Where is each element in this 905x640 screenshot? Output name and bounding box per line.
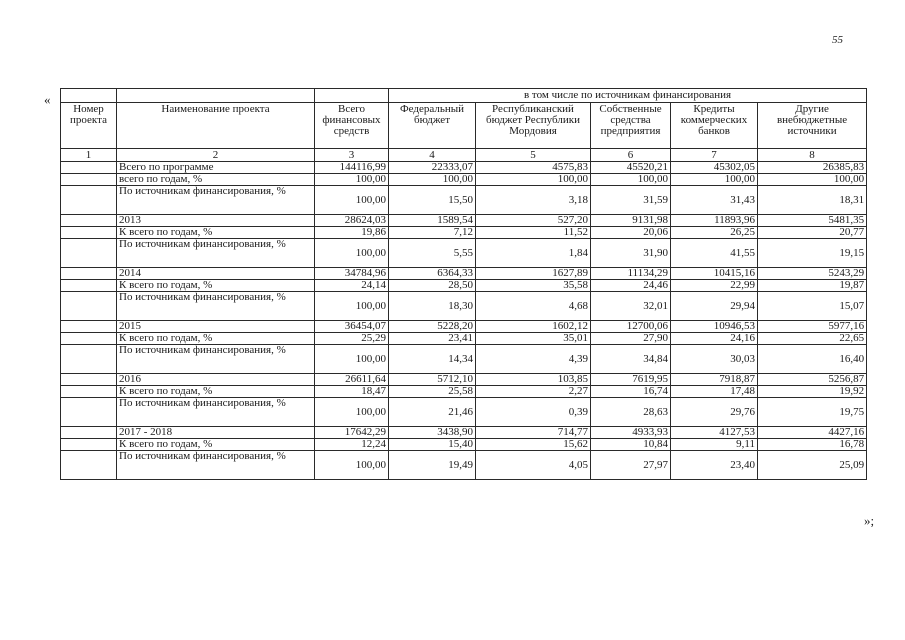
value-cell: 31,90 — [591, 239, 671, 268]
column-header-row — [61, 103, 867, 149]
value-cell: 19,86 — [315, 227, 389, 239]
value-cell: 19,87 — [758, 280, 867, 292]
project-number-cell — [61, 345, 117, 374]
value-cell: 15,50 — [389, 186, 476, 215]
value-cell: 45302,05 — [671, 162, 758, 174]
project-number-cell — [61, 174, 117, 186]
column-number: 1 — [61, 149, 117, 162]
table-row — [61, 162, 867, 174]
value-cell: 5977,16 — [758, 321, 867, 333]
value-cell: 4427,16 — [758, 427, 867, 439]
row-name: К всего по годам, % — [117, 227, 315, 239]
value-cell: 27,97 — [591, 451, 671, 480]
value-cell: 15,62 — [476, 439, 591, 451]
value-cell: 2,27 — [476, 386, 591, 398]
value-cell: 18,31 — [758, 186, 867, 215]
value-cell: 35,58 — [476, 280, 591, 292]
column-header: Другие внебюджетные источники — [758, 103, 867, 149]
value-cell: 100,00 — [315, 186, 389, 215]
table-row — [61, 333, 867, 345]
value-cell: 15,40 — [389, 439, 476, 451]
value-cell: 31,59 — [591, 186, 671, 215]
table-row — [61, 398, 867, 427]
value-cell: 32,01 — [591, 292, 671, 321]
value-cell: 1602,12 — [476, 321, 591, 333]
project-number-cell — [61, 227, 117, 239]
table-row — [61, 451, 867, 480]
table-row — [61, 321, 867, 333]
value-cell: 714,77 — [476, 427, 591, 439]
column-header: Республиканский бюджет Республики Мордовия — [476, 103, 591, 149]
row-name: всего по годам, % — [117, 174, 315, 186]
row-name: 2014 — [117, 268, 315, 280]
value-cell: 18,47 — [315, 386, 389, 398]
value-cell: 29,76 — [671, 398, 758, 427]
value-cell: 6364,33 — [389, 268, 476, 280]
table-row — [61, 174, 867, 186]
row-name: По источникам финансирования, % — [117, 186, 315, 215]
column-header: Федеральный бюджет — [389, 103, 476, 149]
project-number-cell — [61, 292, 117, 321]
column-header: Всего финансовых средств — [315, 103, 389, 149]
value-cell: 14,34 — [389, 345, 476, 374]
value-cell: 23,41 — [389, 333, 476, 345]
opening-quote: « — [44, 92, 51, 107]
table-row — [61, 439, 867, 451]
page-number: 55 — [832, 34, 843, 46]
value-cell: 3,18 — [476, 186, 591, 215]
value-cell: 31,43 — [671, 186, 758, 215]
table-row — [61, 345, 867, 374]
value-cell: 1,84 — [476, 239, 591, 268]
value-cell: 28,63 — [591, 398, 671, 427]
value-cell: 17642,29 — [315, 427, 389, 439]
row-name: По источникам финансирования, % — [117, 345, 315, 374]
value-cell: 100,00 — [315, 345, 389, 374]
sources-group-header: в том числе по источникам финансирования — [389, 89, 867, 103]
financing-table — [60, 88, 867, 480]
project-number-cell — [61, 333, 117, 345]
value-cell: 9,11 — [671, 439, 758, 451]
row-name: По источникам финансирования, % — [117, 451, 315, 480]
value-cell: 22,99 — [671, 280, 758, 292]
value-cell: 11893,96 — [671, 215, 758, 227]
row-name: 2016 — [117, 374, 315, 386]
table-row — [61, 215, 867, 227]
value-cell: 19,75 — [758, 398, 867, 427]
project-number-cell — [61, 268, 117, 280]
value-cell: 144116,99 — [315, 162, 389, 174]
value-cell: 0,39 — [476, 398, 591, 427]
column-header: Кредиты коммерческих банков — [671, 103, 758, 149]
value-cell: 11134,29 — [591, 268, 671, 280]
project-number-cell — [61, 374, 117, 386]
value-cell: 1589,54 — [389, 215, 476, 227]
value-cell: 5,55 — [389, 239, 476, 268]
column-number: 2 — [117, 149, 315, 162]
value-cell: 7,12 — [389, 227, 476, 239]
value-cell: 12700,06 — [591, 321, 671, 333]
value-cell: 16,74 — [591, 386, 671, 398]
row-name: 2017 - 2018 — [117, 427, 315, 439]
value-cell: 21,46 — [389, 398, 476, 427]
project-number-cell — [61, 386, 117, 398]
header-blank-cell — [117, 89, 315, 103]
value-cell: 527,20 — [476, 215, 591, 227]
value-cell: 5228,20 — [389, 321, 476, 333]
column-number: 4 — [389, 149, 476, 162]
value-cell: 9131,98 — [591, 215, 671, 227]
value-cell: 10946,53 — [671, 321, 758, 333]
row-name: По источникам финансирования, % — [117, 398, 315, 427]
value-cell: 12,24 — [315, 439, 389, 451]
column-number: 5 — [476, 149, 591, 162]
project-number-cell — [61, 321, 117, 333]
closing-quote: »; — [864, 513, 875, 528]
value-cell: 10415,16 — [671, 268, 758, 280]
value-cell: 26,25 — [671, 227, 758, 239]
value-cell: 5712,10 — [389, 374, 476, 386]
value-cell: 5243,29 — [758, 268, 867, 280]
column-number: 3 — [315, 149, 389, 162]
project-number-cell — [61, 186, 117, 215]
value-cell: 25,29 — [315, 333, 389, 345]
project-number-cell — [61, 239, 117, 268]
column-number-row — [61, 149, 867, 162]
column-header: Наименование проекта — [117, 103, 315, 149]
row-name: К всего по годам, % — [117, 386, 315, 398]
value-cell: 41,55 — [671, 239, 758, 268]
value-cell: 100,00 — [476, 174, 591, 186]
value-cell: 103,85 — [476, 374, 591, 386]
value-cell: 3438,90 — [389, 427, 476, 439]
table-row — [61, 227, 867, 239]
column-number: 8 — [758, 149, 867, 162]
value-cell: 100,00 — [389, 174, 476, 186]
column-header: Собственные средства предприятия — [591, 103, 671, 149]
value-cell: 4,68 — [476, 292, 591, 321]
project-number-cell — [61, 215, 117, 227]
value-cell: 26385,83 — [758, 162, 867, 174]
value-cell: 17,48 — [671, 386, 758, 398]
value-cell: 11,52 — [476, 227, 591, 239]
value-cell: 4,05 — [476, 451, 591, 480]
value-cell: 100,00 — [758, 174, 867, 186]
column-number: 7 — [671, 149, 758, 162]
value-cell: 20,77 — [758, 227, 867, 239]
value-cell: 1627,89 — [476, 268, 591, 280]
row-name: К всего по годам, % — [117, 333, 315, 345]
value-cell: 20,06 — [591, 227, 671, 239]
value-cell: 36454,07 — [315, 321, 389, 333]
value-cell: 4,39 — [476, 345, 591, 374]
row-name: 2013 — [117, 215, 315, 227]
project-number-cell — [61, 439, 117, 451]
table-row — [61, 280, 867, 292]
value-cell: 5481,35 — [758, 215, 867, 227]
header-group-row — [61, 89, 867, 103]
value-cell: 25,58 — [389, 386, 476, 398]
row-name: Всего по программе — [117, 162, 315, 174]
value-cell: 15,07 — [758, 292, 867, 321]
row-name: К всего по годам, % — [117, 280, 315, 292]
value-cell: 100,00 — [315, 451, 389, 480]
value-cell: 100,00 — [591, 174, 671, 186]
table-row — [61, 292, 867, 321]
value-cell: 28,50 — [389, 280, 476, 292]
value-cell: 24,14 — [315, 280, 389, 292]
header-blank-cell — [315, 89, 389, 103]
value-cell: 28624,03 — [315, 215, 389, 227]
value-cell: 30,03 — [671, 345, 758, 374]
value-cell: 22333,07 — [389, 162, 476, 174]
value-cell: 19,15 — [758, 239, 867, 268]
value-cell: 100,00 — [315, 292, 389, 321]
header-blank-cell — [61, 89, 117, 103]
value-cell: 16,78 — [758, 439, 867, 451]
value-cell: 25,09 — [758, 451, 867, 480]
value-cell: 19,92 — [758, 386, 867, 398]
value-cell: 27,90 — [591, 333, 671, 345]
value-cell: 4127,53 — [671, 427, 758, 439]
table-body — [61, 162, 867, 480]
value-cell: 26611,64 — [315, 374, 389, 386]
project-number-cell — [61, 280, 117, 292]
project-number-cell — [61, 398, 117, 427]
row-name: По источникам финансирования, % — [117, 292, 315, 321]
project-number-cell — [61, 451, 117, 480]
value-cell: 100,00 — [671, 174, 758, 186]
table-row — [61, 427, 867, 439]
value-cell: 34784,96 — [315, 268, 389, 280]
table-row — [61, 186, 867, 215]
value-cell: 100,00 — [315, 174, 389, 186]
value-cell: 18,30 — [389, 292, 476, 321]
value-cell: 100,00 — [315, 398, 389, 427]
project-number-cell — [61, 427, 117, 439]
value-cell: 23,40 — [671, 451, 758, 480]
row-name: 2015 — [117, 321, 315, 333]
value-cell: 24,16 — [671, 333, 758, 345]
value-cell: 5256,87 — [758, 374, 867, 386]
value-cell: 29,94 — [671, 292, 758, 321]
value-cell: 4575,83 — [476, 162, 591, 174]
table-row — [61, 386, 867, 398]
project-number-cell — [61, 162, 117, 174]
value-cell: 4933,93 — [591, 427, 671, 439]
value-cell: 34,84 — [591, 345, 671, 374]
row-name: По источникам финансирования, % — [117, 239, 315, 268]
value-cell: 100,00 — [315, 239, 389, 268]
value-cell: 45520,21 — [591, 162, 671, 174]
table-row — [61, 374, 867, 386]
value-cell: 16,40 — [758, 345, 867, 374]
row-name: К всего по годам, % — [117, 439, 315, 451]
value-cell: 19,49 — [389, 451, 476, 480]
table-row — [61, 239, 867, 268]
table-row — [61, 268, 867, 280]
value-cell: 10,84 — [591, 439, 671, 451]
column-header: Номер проекта — [61, 103, 117, 149]
column-number: 6 — [591, 149, 671, 162]
value-cell: 7918,87 — [671, 374, 758, 386]
value-cell: 7619,95 — [591, 374, 671, 386]
value-cell: 22,65 — [758, 333, 867, 345]
value-cell: 35,01 — [476, 333, 591, 345]
value-cell: 24,46 — [591, 280, 671, 292]
